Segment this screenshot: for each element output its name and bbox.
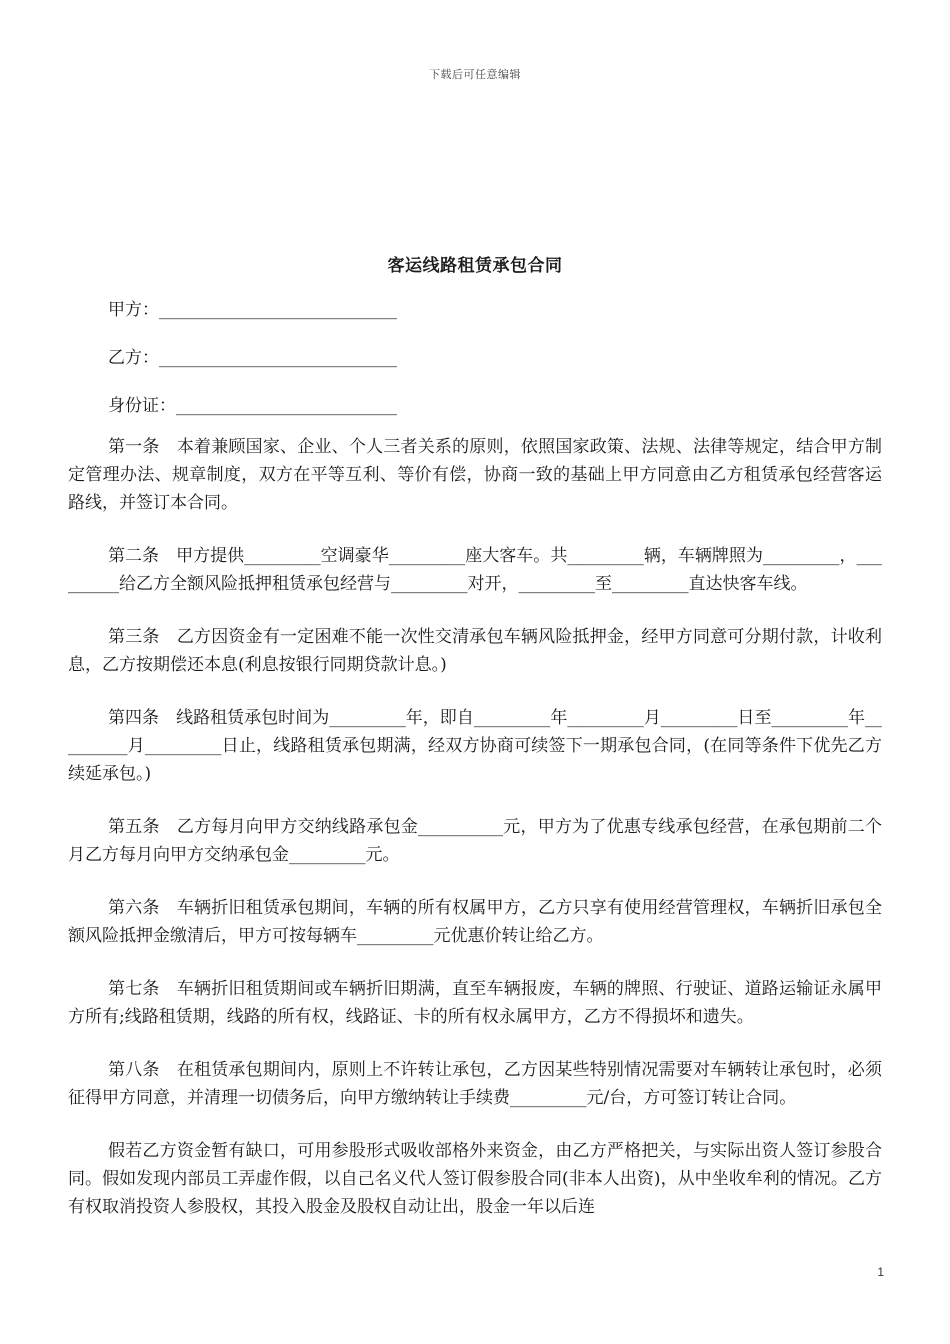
id-card-blank: __________________________ [176, 396, 397, 416]
party-a-blank: ____________________________ [159, 300, 397, 320]
article-4: 第四条 线路租赁承包时间为_________年，即自_________年_________月_________日至_________年_________月_________日止，线路租赁承包期满，经双方协商可续签下一期承包合同，(在同等条件下优先乙方续延承包。) [68, 708, 882, 784]
supplementary-paragraph: 假若乙方资金暂有缺口，可用参股形式吸收部格外来资金，由乙方严格把关，与实际出资人签订参股合同。假如发现内部员工弄虚作假，以自己名义代人签订假参股合同(非本人出资)，从中坐收牟利的情况。乙方有权取消投资人参股权，其投入股金及股权自动让出，股金一年以后连 [68, 1141, 882, 1217]
article-7: 第七条 车辆折旧租赁期间或车辆折旧期满，直至车辆报废，车辆的牌照、行驶证、道路运输证永属甲方所有;线路租赁期，线路的所有权，线路证、卡的所有权永属甲方，乙方不得损坏和遗失。 [68, 979, 882, 1027]
article-5: 第五条 乙方每月向甲方交纳线路承包金__________元，甲方为了优惠专线承包经营，在承包期前二个月乙方每月向甲方交纳承包金_________元。 [68, 817, 882, 865]
article-2: 第二条 甲方提供_________空调豪华_________座大客车。共_________辆，车辆牌照为_________，_________给乙方全额风险抵押租赁承包经营与_________对开，_________至_________直达快客车线。 [68, 546, 882, 594]
article-6: 第六条 车辆折旧租赁承包期间，车辆的所有权属甲方，乙方只享有使用经营管理权，车辆折旧承包全额风险抵押金缴清后，甲方可按每辆车_________元优惠价转让给乙方。 [68, 898, 882, 946]
article-8: 第八条 在租赁承包期间内，原则上不许转让承包，乙方因某些特别情况需要对车辆转让承包时，必须征得甲方同意，并清理一切债务后，向甲方缴纳转让手续费_________元/台，方可签订转让合同。 [68, 1060, 882, 1108]
document-title: 客运线路租赁承包合同 [387, 256, 563, 276]
contract-body [68, 433, 882, 1246]
page-number: 1 [877, 1265, 884, 1279]
party-b-blank: ____________________________ [159, 348, 397, 368]
party-a-label: 甲方： [108, 300, 159, 320]
article-1: 第一条 本着兼顾国家、企业、个人三者关系的原则，依照国家政策、法规、法律等规定，结合甲方制定管理办法、规章制度，双方在平等互利、等价有偿，协商一致的基础上甲方同意由乙方租赁承包经营客运路线，并签订本合同。 [68, 437, 882, 513]
party-a-line [108, 297, 868, 345]
party-info-block [108, 297, 868, 441]
article-3: 第三条 乙方因资金有一定困难不能一次性交清承包车辆风险抵押金，经甲方同意可分期付款，计收利息，乙方按期偿还本息(利息按银行同期贷款计息。) [68, 627, 882, 675]
id-card-label: 身份证： [108, 396, 176, 416]
party-b-line [108, 345, 868, 393]
header-note: 下载后可任意编辑 [429, 68, 521, 81]
party-b-label: 乙方： [108, 348, 159, 368]
